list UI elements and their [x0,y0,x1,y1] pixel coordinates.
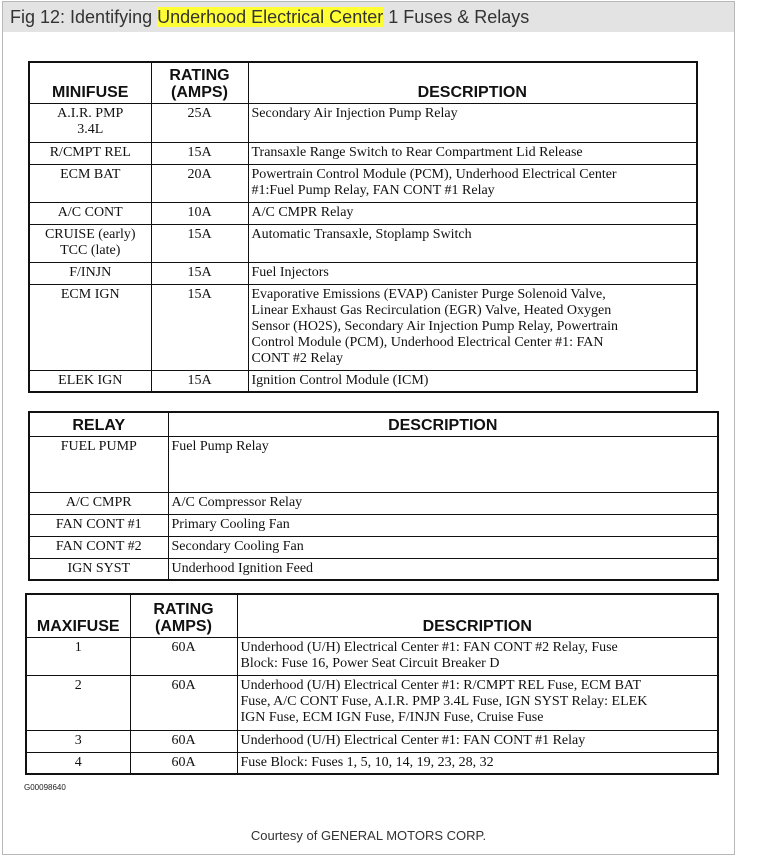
fuse-number-cell: 1 [26,637,130,675]
description-cell: A/C Compressor Relay [168,492,718,514]
table-row [29,142,697,164]
rating-cell: 15A [151,262,248,284]
title-prefix: Fig 12: Identifying [10,7,158,27]
rating-cell: 10A [151,202,248,224]
description-cell: Underhood (U/H) Electrical Center #1: FAN CONT #1 Relay [237,730,718,752]
fuse-name-cell: A/C CONT [29,202,151,224]
title-suffix: 1 Fuses & Relays [383,7,530,27]
image-code: G00098640 [24,783,66,792]
description-cell: Underhood (U/H) Electrical Center #1: FAN CONT #2 Relay, Fuse Block: Fuse 16, Power Seat Circuit Breaker D [237,637,718,675]
table-row [29,202,697,224]
maxifuse-header-row [26,594,718,637]
rating-cell: 60A [130,675,237,730]
description-cell: Primary Cooling Fan [168,514,718,536]
description-cell: Secondary Air Injection Pump Relay [248,103,697,142]
rating-cell: 20A [151,164,248,202]
rating-cell: 60A [130,730,237,752]
credit-line: Courtesy of GENERAL MOTORS CORP. [250,828,487,843]
table-row [29,370,697,392]
description-col-header: DESCRIPTION [248,62,697,103]
relay-name-cell: FAN CONT #2 [29,536,168,558]
fuse-name-cell: CRUISE (early) TCC (late) [29,224,151,262]
relay-description-col-header: DESCRIPTION [168,412,718,436]
minifuse-table [28,61,698,393]
max-description-col-header: DESCRIPTION [237,594,718,637]
description-cell: Ignition Control Module (ICM) [248,370,697,392]
relay-name-cell: A/C CMPR [29,492,168,514]
description-cell: Powertrain Control Module (PCM), Underhood Electrical Center #1:Fuel Pump Relay, FAN CONT #1 Relay [248,164,697,202]
table-row [26,730,718,752]
minifuse-header-row [29,62,697,103]
rating-cell: 25A [151,103,248,142]
rating-cell: 15A [151,284,248,370]
table-row [29,224,697,262]
figure-frame [2,1,735,855]
table-row [26,675,718,730]
fuse-name-cell: ELEK IGN [29,370,151,392]
description-cell: Fuel Pump Relay [168,436,718,492]
rating-cell: 15A [151,142,248,164]
fuse-number-cell: 2 [26,675,130,730]
description-cell: Transaxle Range Switch to Rear Compartment Lid Release [248,142,697,164]
table-row [29,558,718,580]
relay-name-cell: IGN SYST [29,558,168,580]
description-cell: Underhood Ignition Feed [168,558,718,580]
table-row [29,262,697,284]
fuse-number-cell: 3 [26,730,130,752]
fuse-name-cell: F/INJN [29,262,151,284]
relay-col-header: RELAY [29,412,168,436]
fuse-name-cell: ECM BAT [29,164,151,202]
rating-col-header: RATING (AMPS) [151,62,248,103]
title-highlight: Underhood Electrical Center [157,7,384,27]
table-row [29,103,697,142]
rating-cell: 60A [130,752,237,774]
table-row [26,637,718,675]
table-row [29,514,718,536]
relay-name-cell: FAN CONT #1 [29,514,168,536]
rating-cell: 15A [151,224,248,262]
fuse-name-cell: ECM IGN [29,284,151,370]
relay-table [28,411,719,581]
table-row [29,284,697,370]
table-row [29,164,697,202]
relay-name-cell: FUEL PUMP [29,436,168,492]
description-cell: Automatic Transaxle, Stoplamp Switch [248,224,697,262]
table-row [29,436,718,492]
description-cell: Fuel Injectors [248,262,697,284]
description-cell: Secondary Cooling Fan [168,536,718,558]
minifuse-col-header: MINIFUSE [29,62,151,103]
description-cell: Fuse Block: Fuses 1, 5, 10, 14, 19, 23, 28, 32 [237,752,718,774]
figure-title [3,2,734,32]
table-row [26,752,718,774]
description-cell: Evaporative Emissions (EVAP) Canister Purge Solenoid Valve, Linear Exhaust Gas Recirculation (EGR) Valve, Heated Oxygen Sensor (HO2S), Secondary Air Injection Pump Relay, Powertrain Control Module (PCM), Underhood Electrical Center #1: FAN CONT #2 Relay [248,284,697,370]
maxifuse-col-header: MAXIFUSE [26,594,130,637]
rating-cell: 60A [130,637,237,675]
fuse-name-cell: A.I.R. PMP 3.4L [29,103,151,142]
table-row [29,536,718,558]
fuse-number-cell: 4 [26,752,130,774]
description-cell: A/C CMPR Relay [248,202,697,224]
description-cell: Underhood (U/H) Electrical Center #1: R/CMPT REL Fuse, ECM BAT Fuse, A/C CONT Fuse, A.I.R. PMP 3.4L Fuse, IGN SYST Relay: ELEK IGN Fuse, ECM IGN Fuse, F/INJN Fuse, Cruise Fuse [237,675,718,730]
relay-header-row [29,412,718,436]
max-rating-col-header: RATING (AMPS) [130,594,237,637]
rating-cell: 15A [151,370,248,392]
fuse-name-cell: R/CMPT REL [29,142,151,164]
maxifuse-table [25,593,719,775]
table-row [29,492,718,514]
